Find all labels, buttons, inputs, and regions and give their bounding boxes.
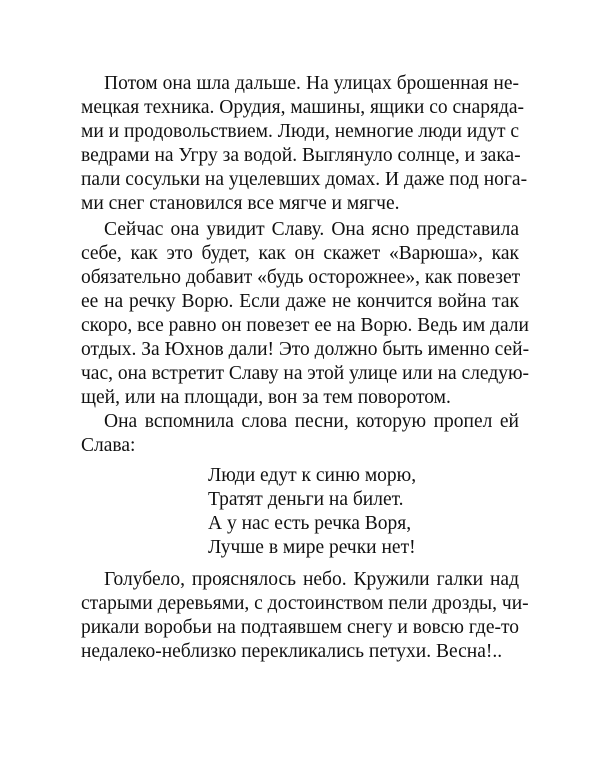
text-line: мецкая техника. Орудия, машины, ящики со снаряда- [81,97,525,118]
verse-line: А у нас есть речка Воря, [208,513,412,534]
verse-line: Люди едут к синю морю, [208,465,417,486]
text-line: щей, или на площади, вон за тем поворотом. [81,387,451,408]
text-line: недалеко-неблизко перекликались петухи. Весна!.. [81,641,503,662]
text-line: Потом она шла дальше. На улицах брошенная не- [104,73,519,94]
text-line: час, она встретит Славу на этой улице или на следую- [81,363,530,384]
text-line: ми и продовольствием. Люди, немногие люди идут с [81,121,519,142]
text-line: ее на речку Ворю. Если даже не кончится война так [81,291,519,312]
text-line: скоро, все равно он повезет ее на Ворю. Ведь им дали [81,315,529,336]
text-line: старыми деревьями, с достоинством пели дрозды, чи- [81,593,529,614]
text-line: Голубело, прояснялось небо. Кружили галки над [104,569,519,590]
verse-line: Лучше в мире речки нет! [208,537,416,558]
text-line: рикали воробьи на подтаявшем снегу и вовсю где-то [81,617,519,638]
text-line: обязательно добавит «будь осторожнее», как повезет [81,267,521,288]
text-line: отдых. За Юхнов дали! Это должно быть именно сей- [81,339,530,360]
text-line: себе, как это будет, как он скажет «Варюша», как [81,243,519,264]
text-line: пали сосульки на уцелевших домах. И даже под нога- [81,169,528,190]
verse-line: Тратят деньги на билет. [208,489,404,510]
text-line: ми снег становился все мягче и мягче. [81,193,400,214]
text-line: Слава: [81,435,136,456]
text-line: Она вспомнила слова песни, которую пропел ей [104,411,519,432]
text-line: Сейчас она увидит Славу. Она ясно представила [104,219,519,240]
text-line: ведрами на Угру за водой. Выглянуло солнце, и зака- [81,145,521,166]
